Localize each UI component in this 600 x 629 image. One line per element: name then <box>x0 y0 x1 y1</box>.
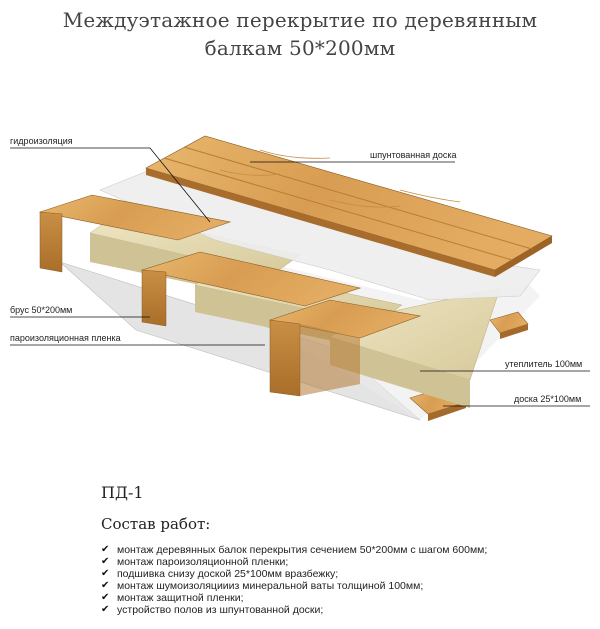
works-title: Состав работ: <box>101 515 211 533</box>
list-item-text: монтаж защитной пленки; <box>117 592 244 604</box>
label-insulation: утеплитель 100мм <box>505 359 583 369</box>
list-item <box>101 592 487 604</box>
checkmark-icon: ✔ <box>101 544 110 555</box>
works-list <box>101 544 487 616</box>
spec-code: ПД-1 <box>101 483 144 502</box>
list-item-text: монтаж деревянных балок перекрытия сечением 50*200мм с шагом 600мм; <box>117 544 488 556</box>
checkmark-icon: ✔ <box>101 580 110 591</box>
list-item-text: монтаж пароизоляционной пленки; <box>117 556 289 568</box>
label-vapor-film: пароизоляционная пленка <box>10 333 121 343</box>
label-waterproofing: гидроизоляция <box>10 136 73 146</box>
list-item-text: подшивка снизу доской 25*100мм вразбежку; <box>117 568 339 580</box>
list-item <box>101 604 487 616</box>
list-item <box>101 544 487 556</box>
label-board: доска 25*100мм <box>514 394 582 404</box>
checkmark-icon: ✔ <box>101 556 110 567</box>
checkmark-icon: ✔ <box>101 568 110 579</box>
title-line-1: Междуэтажное перекрытие по деревянным <box>62 8 538 32</box>
checkmark-icon: ✔ <box>101 604 110 615</box>
list-item <box>101 568 487 580</box>
list-item <box>101 580 487 592</box>
label-tongue-board: шпунтованная доска <box>370 150 457 160</box>
list-item <box>101 556 487 568</box>
checkmark-icon: ✔ <box>101 592 110 603</box>
list-item-text: монтаж шумоизоляциииз минеральной ваты толщиной 100мм; <box>117 580 424 592</box>
list-item-text: устройство полов из шпунтованной доски; <box>117 604 324 616</box>
title-line-2: балкам 50*200мм <box>204 36 396 60</box>
label-beam: брус 50*200мм <box>10 305 73 315</box>
